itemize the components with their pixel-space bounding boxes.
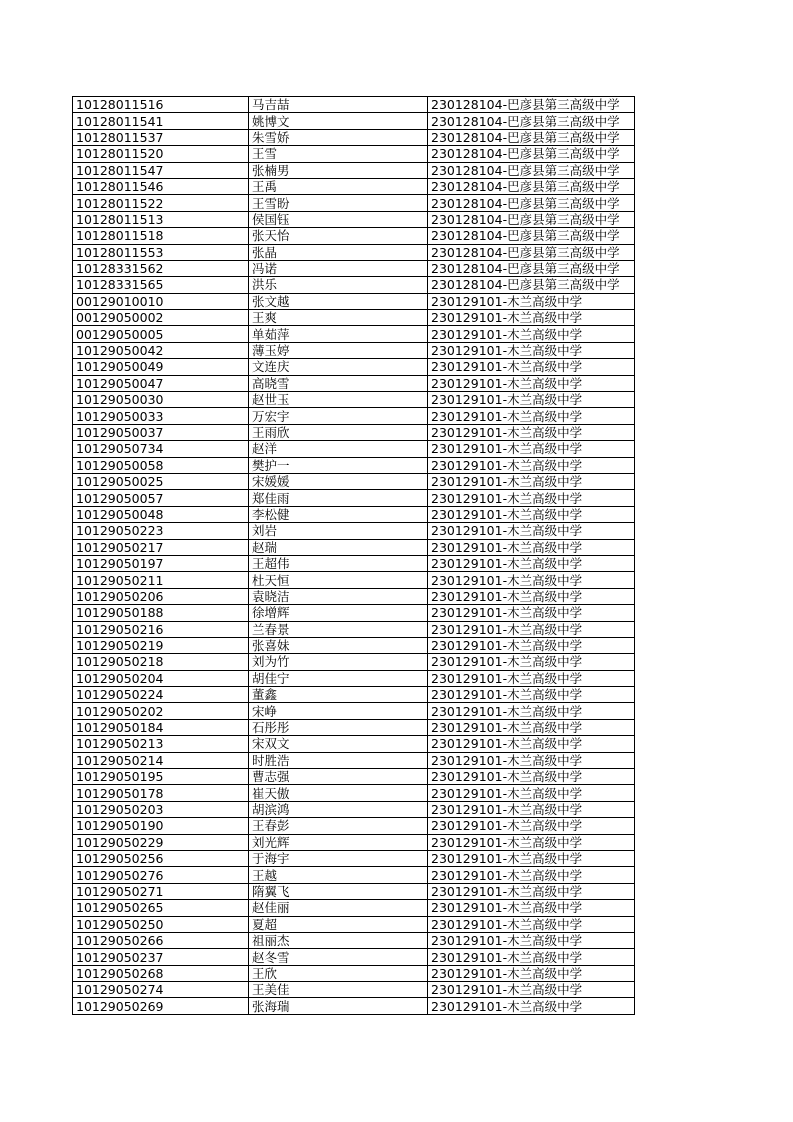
student-name-cell: 赵世玉 [249, 392, 428, 408]
table-row [73, 375, 635, 391]
table-row [73, 818, 635, 834]
student-name-cell: 文连庆 [249, 359, 428, 375]
table-body [73, 97, 635, 1015]
candidate-id-cell: 10129050042 [73, 342, 249, 358]
candidate-id-cell: 10129050219 [73, 637, 249, 653]
candidate-id-cell: 10129050223 [73, 523, 249, 539]
student-name-cell: 王爽 [249, 310, 428, 326]
candidate-id-cell: 10128011513 [73, 211, 249, 227]
candidate-id-cell: 10129050224 [73, 687, 249, 703]
student-name-cell: 王雨欣 [249, 424, 428, 440]
candidate-id-cell: 10129050229 [73, 834, 249, 850]
table-row [73, 998, 635, 1014]
student-name-cell: 张晶 [249, 244, 428, 260]
school-cell: 230129101-木兰高级中学 [428, 637, 635, 653]
candidate-id-cell: 10129050256 [73, 850, 249, 866]
table-row [73, 572, 635, 588]
school-cell: 230129101-木兰高级中学 [428, 785, 635, 801]
student-name-cell: 刘岩 [249, 523, 428, 539]
table-row [73, 621, 635, 637]
student-name-cell: 隋翼飞 [249, 883, 428, 899]
school-cell: 230129101-木兰高级中学 [428, 736, 635, 752]
candidate-id-cell: 10129050047 [73, 375, 249, 391]
candidate-id-cell: 10128011537 [73, 129, 249, 145]
student-name-cell: 郑佳雨 [249, 490, 428, 506]
student-name-cell: 李松健 [249, 506, 428, 522]
candidate-id-cell: 10128011520 [73, 146, 249, 162]
table-row [73, 555, 635, 571]
student-name-cell: 胡佳宁 [249, 670, 428, 686]
table-row [73, 605, 635, 621]
school-cell: 230129101-木兰高级中学 [428, 359, 635, 375]
candidate-id-cell: 10128011541 [73, 113, 249, 129]
student-name-cell: 时胜浩 [249, 752, 428, 768]
candidate-id-cell: 10128011553 [73, 244, 249, 260]
school-cell: 230128104-巴彦县第三高级中学 [428, 244, 635, 260]
table-row [73, 949, 635, 965]
student-name-cell: 王雪 [249, 146, 428, 162]
school-cell: 230129101-木兰高级中学 [428, 719, 635, 735]
student-name-cell: 杜天恒 [249, 572, 428, 588]
table-row [73, 293, 635, 309]
school-cell: 230129101-木兰高级中学 [428, 424, 635, 440]
school-cell: 230128104-巴彦县第三高级中学 [428, 178, 635, 194]
candidate-id-cell: 10128331565 [73, 277, 249, 293]
candidate-id-cell: 10129050214 [73, 752, 249, 768]
candidate-id-cell: 10129050197 [73, 555, 249, 571]
candidate-id-cell: 10129050190 [73, 818, 249, 834]
table-row [73, 441, 635, 457]
table-row [73, 932, 635, 948]
student-name-cell: 单茹萍 [249, 326, 428, 342]
table-row [73, 113, 635, 129]
table-row [73, 867, 635, 883]
candidate-id-cell: 10129050033 [73, 408, 249, 424]
table-row [73, 687, 635, 703]
candidate-id-cell: 10128011547 [73, 162, 249, 178]
school-cell: 230129101-木兰高级中学 [428, 818, 635, 834]
candidate-id-cell: 10129050276 [73, 867, 249, 883]
table-row [73, 916, 635, 932]
candidate-id-cell: 10129050048 [73, 506, 249, 522]
table-row [73, 982, 635, 998]
school-cell: 230128104-巴彦县第三高级中学 [428, 113, 635, 129]
student-name-cell: 樊护一 [249, 457, 428, 473]
candidate-id-cell: 10129050195 [73, 769, 249, 785]
school-cell: 230129101-木兰高级中学 [428, 539, 635, 555]
data-table [72, 96, 635, 1015]
student-name-cell: 董鑫 [249, 687, 428, 703]
table-row [73, 260, 635, 276]
table-row [73, 326, 635, 342]
student-name-cell: 王欣 [249, 965, 428, 981]
student-name-cell: 洪乐 [249, 277, 428, 293]
table-row [73, 195, 635, 211]
candidate-id-cell: 10129050213 [73, 736, 249, 752]
candidate-id-cell: 10129050216 [73, 621, 249, 637]
candidate-id-cell: 10129050268 [73, 965, 249, 981]
student-name-cell: 张海瑞 [249, 998, 428, 1014]
candidate-id-cell: 00129050005 [73, 326, 249, 342]
school-cell: 230129101-木兰高级中学 [428, 965, 635, 981]
candidate-id-cell: 10129050025 [73, 473, 249, 489]
table-row [73, 97, 635, 113]
candidate-id-cell: 10128011522 [73, 195, 249, 211]
school-cell: 230129101-木兰高级中学 [428, 506, 635, 522]
student-name-cell: 兰春景 [249, 621, 428, 637]
school-cell: 230129101-木兰高级中学 [428, 326, 635, 342]
student-name-cell: 于海宇 [249, 850, 428, 866]
student-name-cell: 宋峥 [249, 703, 428, 719]
student-name-cell: 王雪盼 [249, 195, 428, 211]
student-name-cell: 祖丽杰 [249, 932, 428, 948]
school-cell: 230129101-木兰高级中学 [428, 572, 635, 588]
table-row [73, 752, 635, 768]
school-cell: 230129101-木兰高级中学 [428, 867, 635, 883]
table-row [73, 769, 635, 785]
student-name-cell: 赵瑞 [249, 539, 428, 555]
school-cell: 230129101-木兰高级中学 [428, 900, 635, 916]
table-row [73, 310, 635, 326]
candidate-id-cell: 10129050269 [73, 998, 249, 1014]
table-row [73, 392, 635, 408]
candidate-id-cell: 10129050202 [73, 703, 249, 719]
candidate-id-cell: 00129010010 [73, 293, 249, 309]
candidate-id-cell: 10129050058 [73, 457, 249, 473]
candidate-id-cell: 10128331562 [73, 260, 249, 276]
table-row [73, 883, 635, 899]
candidate-id-cell: 10129050211 [73, 572, 249, 588]
table-row [73, 490, 635, 506]
school-cell: 230128104-巴彦县第三高级中学 [428, 260, 635, 276]
school-cell: 230128104-巴彦县第三高级中学 [428, 277, 635, 293]
student-name-cell: 张楠男 [249, 162, 428, 178]
school-cell: 230129101-木兰高级中学 [428, 490, 635, 506]
school-cell: 230129101-木兰高级中学 [428, 998, 635, 1014]
school-cell: 230129101-木兰高级中学 [428, 555, 635, 571]
student-name-cell: 宋双文 [249, 736, 428, 752]
candidate-id-cell: 10129050188 [73, 605, 249, 621]
school-cell: 230129101-木兰高级中学 [428, 932, 635, 948]
school-cell: 230128104-巴彦县第三高级中学 [428, 211, 635, 227]
student-name-cell: 徐增辉 [249, 605, 428, 621]
school-cell: 230129101-木兰高级中学 [428, 949, 635, 965]
student-name-cell: 胡滨鸿 [249, 801, 428, 817]
student-name-cell: 万宏宇 [249, 408, 428, 424]
student-name-cell: 石彤彤 [249, 719, 428, 735]
school-cell: 230128104-巴彦县第三高级中学 [428, 129, 635, 145]
school-cell: 230128104-巴彦县第三高级中学 [428, 162, 635, 178]
school-cell: 230129101-木兰高级中学 [428, 621, 635, 637]
student-name-cell: 袁晓洁 [249, 588, 428, 604]
candidate-id-cell: 10129050274 [73, 982, 249, 998]
student-name-cell: 王禹 [249, 178, 428, 194]
school-cell: 230129101-木兰高级中学 [428, 687, 635, 703]
student-name-cell: 王美佳 [249, 982, 428, 998]
candidate-id-cell: 10129050250 [73, 916, 249, 932]
student-name-cell: 张天怡 [249, 228, 428, 244]
student-name-cell: 王越 [249, 867, 428, 883]
school-cell: 230129101-木兰高级中学 [428, 916, 635, 932]
table-row [73, 785, 635, 801]
candidate-id-cell: 10128011546 [73, 178, 249, 194]
table-row [73, 965, 635, 981]
student-name-cell: 冯诺 [249, 260, 428, 276]
table-row [73, 424, 635, 440]
candidate-id-cell: 10129050217 [73, 539, 249, 555]
candidate-id-cell: 00129050002 [73, 310, 249, 326]
school-cell: 230129101-木兰高级中学 [428, 375, 635, 391]
school-cell: 230128104-巴彦县第三高级中学 [428, 195, 635, 211]
candidate-id-cell: 10129050057 [73, 490, 249, 506]
school-cell: 230129101-木兰高级中学 [428, 883, 635, 899]
table-row [73, 359, 635, 375]
table-row [73, 506, 635, 522]
table-row [73, 900, 635, 916]
table-row [73, 654, 635, 670]
school-cell: 230129101-木兰高级中学 [428, 588, 635, 604]
candidate-id-cell: 10129050184 [73, 719, 249, 735]
table-row [73, 801, 635, 817]
table-row [73, 834, 635, 850]
table-row [73, 736, 635, 752]
student-name-cell: 王超伟 [249, 555, 428, 571]
table-row [73, 703, 635, 719]
candidate-id-cell: 10129050265 [73, 900, 249, 916]
table-row [73, 342, 635, 358]
table-row [73, 228, 635, 244]
table-row [73, 523, 635, 539]
candidate-id-cell: 10129050049 [73, 359, 249, 375]
table-row [73, 244, 635, 260]
student-name-cell: 张喜妹 [249, 637, 428, 653]
table-row [73, 637, 635, 653]
school-cell: 230129101-木兰高级中学 [428, 408, 635, 424]
table-row [73, 277, 635, 293]
student-name-cell: 崔天傲 [249, 785, 428, 801]
student-name-cell: 高晓雪 [249, 375, 428, 391]
candidate-id-cell: 10129050271 [73, 883, 249, 899]
candidate-id-cell: 10129050237 [73, 949, 249, 965]
table-row [73, 850, 635, 866]
student-name-cell: 朱雪娇 [249, 129, 428, 145]
candidate-id-cell: 10129050734 [73, 441, 249, 457]
candidate-id-cell: 10129050030 [73, 392, 249, 408]
school-cell: 230128104-巴彦县第三高级中学 [428, 228, 635, 244]
table-row [73, 588, 635, 604]
school-cell: 230129101-木兰高级中学 [428, 834, 635, 850]
school-cell: 230129101-木兰高级中学 [428, 670, 635, 686]
table-row [73, 670, 635, 686]
school-cell: 230129101-木兰高级中学 [428, 703, 635, 719]
school-cell: 230129101-木兰高级中学 [428, 392, 635, 408]
student-name-cell: 马吉喆 [249, 97, 428, 113]
candidate-id-cell: 10129050266 [73, 932, 249, 948]
school-cell: 230129101-木兰高级中学 [428, 752, 635, 768]
school-cell: 230129101-木兰高级中学 [428, 654, 635, 670]
table-row [73, 473, 635, 489]
student-name-cell: 姚博文 [249, 113, 428, 129]
school-cell: 230129101-木兰高级中学 [428, 310, 635, 326]
table-row [73, 178, 635, 194]
school-cell: 230129101-木兰高级中学 [428, 523, 635, 539]
table-row [73, 457, 635, 473]
candidate-id-cell: 10129050203 [73, 801, 249, 817]
student-name-cell: 曹志强 [249, 769, 428, 785]
student-name-cell: 刘为竹 [249, 654, 428, 670]
student-name-cell: 赵冬雪 [249, 949, 428, 965]
candidate-id-cell: 10129050218 [73, 654, 249, 670]
student-name-cell: 薄玉婷 [249, 342, 428, 358]
student-name-cell: 赵洋 [249, 441, 428, 457]
table-row [73, 146, 635, 162]
school-cell: 230129101-木兰高级中学 [428, 850, 635, 866]
school-cell: 230129101-木兰高级中学 [428, 982, 635, 998]
student-name-cell: 夏超 [249, 916, 428, 932]
table-row [73, 211, 635, 227]
table-row [73, 539, 635, 555]
school-cell: 230128104-巴彦县第三高级中学 [428, 97, 635, 113]
table-row [73, 719, 635, 735]
school-cell: 230129101-木兰高级中学 [428, 342, 635, 358]
school-cell: 230129101-木兰高级中学 [428, 441, 635, 457]
school-cell: 230129101-木兰高级中学 [428, 293, 635, 309]
school-cell: 230129101-木兰高级中学 [428, 801, 635, 817]
table-row [73, 129, 635, 145]
candidate-id-cell: 10129050037 [73, 424, 249, 440]
candidate-id-cell: 10129050206 [73, 588, 249, 604]
student-name-cell: 宋媛媛 [249, 473, 428, 489]
table-row [73, 408, 635, 424]
table-row [73, 162, 635, 178]
student-name-cell: 张文越 [249, 293, 428, 309]
school-cell: 230128104-巴彦县第三高级中学 [428, 146, 635, 162]
school-cell: 230129101-木兰高级中学 [428, 473, 635, 489]
school-cell: 230129101-木兰高级中学 [428, 769, 635, 785]
candidate-id-cell: 10129050204 [73, 670, 249, 686]
candidate-id-cell: 10129050178 [73, 785, 249, 801]
student-name-cell: 赵佳丽 [249, 900, 428, 916]
candidate-id-cell: 10128011518 [73, 228, 249, 244]
candidate-id-cell: 10128011516 [73, 97, 249, 113]
school-cell: 230129101-木兰高级中学 [428, 457, 635, 473]
student-name-cell: 侯国钰 [249, 211, 428, 227]
school-cell: 230129101-木兰高级中学 [428, 605, 635, 621]
student-name-cell: 刘光辉 [249, 834, 428, 850]
student-name-cell: 王春彭 [249, 818, 428, 834]
